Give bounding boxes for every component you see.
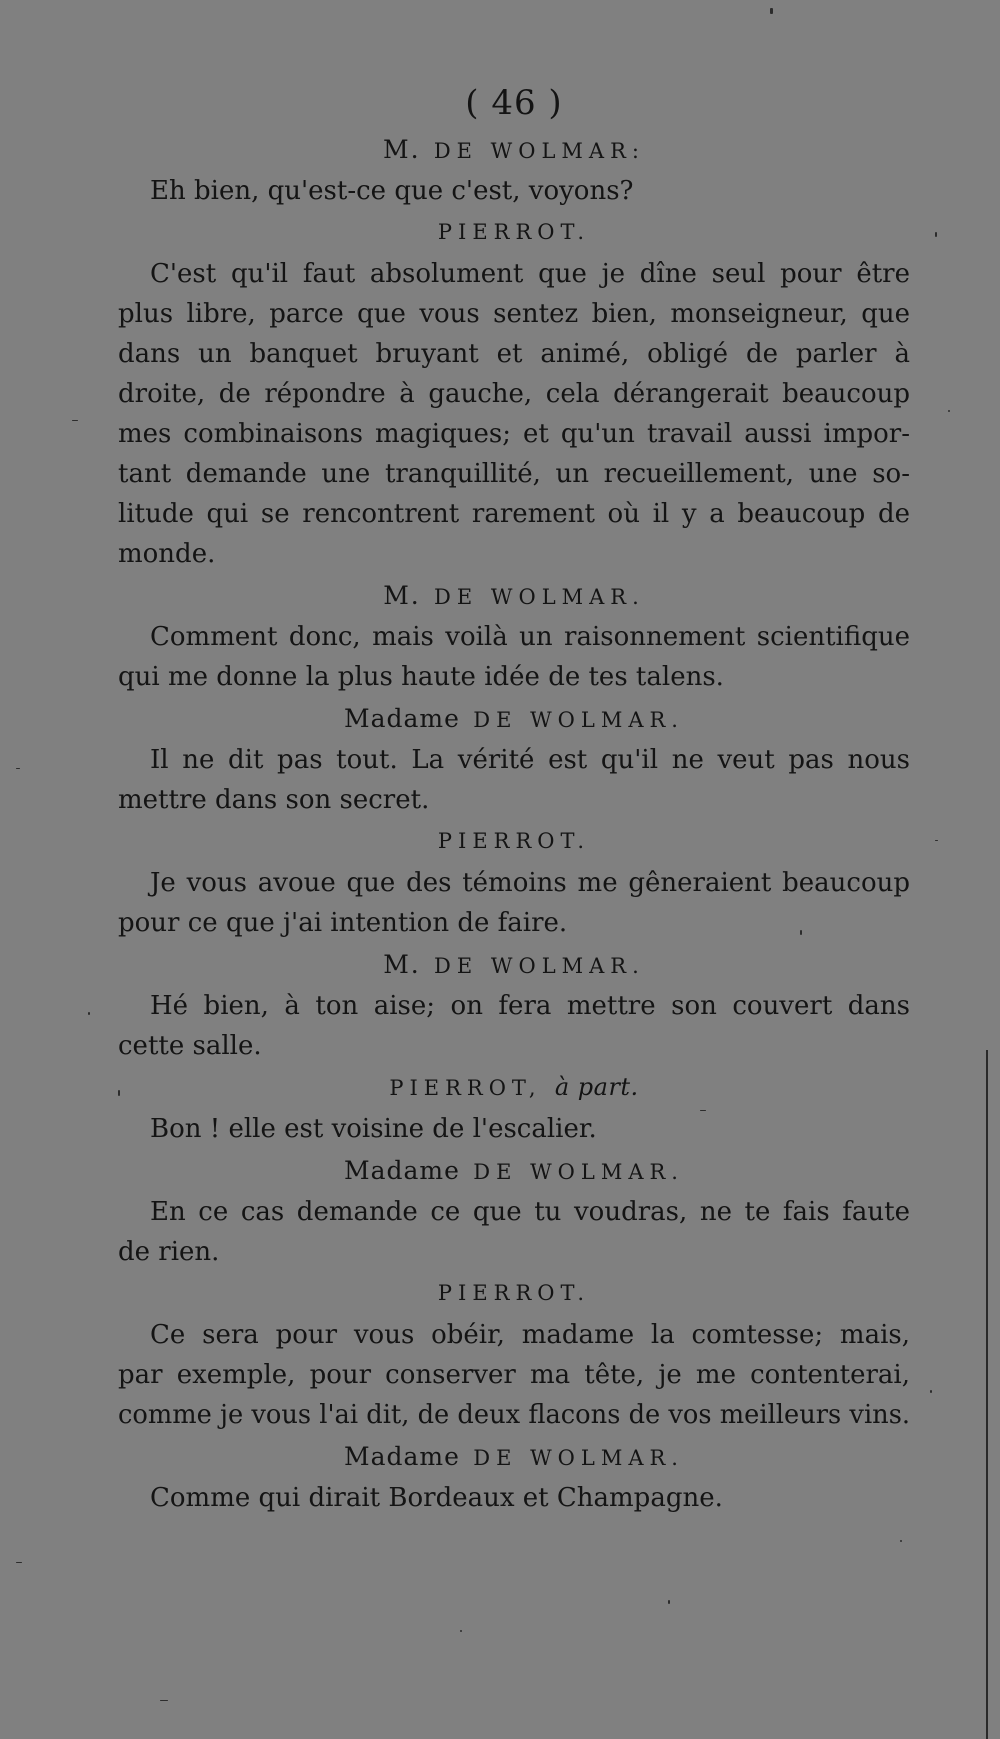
speech-line: pour ce que j'ai intention de faire. xyxy=(118,908,568,938)
speech-line: de rien. xyxy=(118,1237,220,1267)
scan-speck xyxy=(118,1090,120,1096)
page-number: ( 46 ) xyxy=(465,83,563,123)
speech-paragraph xyxy=(118,1315,910,1435)
speaker-heading xyxy=(118,1272,910,1315)
speaker-heading xyxy=(118,1066,910,1109)
speaker-prefix: Madame xyxy=(344,704,460,733)
scan-speck xyxy=(16,1562,22,1563)
speaker-heading xyxy=(118,820,910,863)
page-edge-shadow xyxy=(986,1050,988,1739)
speech-line: droite, de répondre à gauche, cela dérangerait beaucoup xyxy=(118,379,910,409)
speaker-name: PIERROT. xyxy=(437,1281,591,1305)
speaker-name: PIERROT, xyxy=(389,1076,542,1100)
speaker-name: PIERROT. xyxy=(437,829,591,853)
scan-speck xyxy=(930,1390,932,1393)
speaker-prefix: M. xyxy=(382,135,421,164)
speaker-heading xyxy=(118,211,910,254)
speech-line: En ce cas demande ce que tu voudras, ne te fais faute xyxy=(150,1197,910,1227)
speech-line: tant demande une tranquillité, un recueillement, une so- xyxy=(118,459,910,489)
speech-line: mes combinaisons magiques; et qu'un travail aussi impor- xyxy=(118,419,910,449)
scan-speck xyxy=(948,410,950,412)
scan-speck xyxy=(800,930,802,935)
speech-line: Bon ! elle est voisine de l'escalier. xyxy=(150,1114,597,1144)
speech-line: comme je vous l'ai dit, de deux flacons de vos meilleurs vins. xyxy=(118,1400,911,1430)
speech-line: Ce sera pour vous obéir, madame la comtesse; mais, xyxy=(150,1320,910,1350)
speech-line: C'est qu'il faut absolument que je dîne seul pour être xyxy=(150,259,910,289)
speech-line: Comme qui dirait Bordeaux et Champagne. xyxy=(150,1483,723,1513)
speaker-heading xyxy=(118,943,910,986)
speech-line: monde. xyxy=(118,539,216,569)
speech-line: Hé bien, à ton aise; on fera mettre son couvert dans xyxy=(150,991,910,1021)
speaker-heading xyxy=(118,1149,910,1192)
speech-paragraph xyxy=(118,171,910,211)
speaker-prefix: Madame xyxy=(344,1442,460,1471)
speech-line: plus libre, parce que vous sentez bien, monseigneur, que xyxy=(118,299,910,329)
speaker-heading xyxy=(118,1435,910,1478)
speaker-prefix: Madame xyxy=(344,1156,460,1185)
scan-speck xyxy=(935,840,938,841)
page-content xyxy=(118,78,910,1518)
speech-line: Eh bien, qu'est-ce que c'est, voyons? xyxy=(150,176,634,206)
speaker-prefix: M. xyxy=(383,581,421,610)
speech-line: Je vous avoue que des témoins me gêneraient beaucoup xyxy=(150,868,910,898)
scan-speck xyxy=(900,1540,902,1542)
dialogue-text xyxy=(118,128,910,1518)
scan-speck xyxy=(72,420,78,421)
speech-paragraph xyxy=(118,254,910,574)
stage-direction: à part. xyxy=(554,1073,639,1101)
speaker-heading xyxy=(118,128,910,171)
speech-paragraph xyxy=(118,986,910,1066)
scan-speck xyxy=(460,1630,462,1632)
speaker-name: DE WOLMAR. xyxy=(434,954,645,978)
scan-speck xyxy=(700,1110,706,1111)
scan-speck xyxy=(668,1600,670,1604)
speaker-name: PIERROT. xyxy=(437,220,591,244)
speaker-name: DE WOLMAR. xyxy=(434,585,645,609)
speech-line: Comment donc, mais voilà un raisonnement scientifique xyxy=(150,622,910,652)
speaker-name: DE WOLMAR. xyxy=(473,708,684,732)
speaker-name: DE WOLMAR: xyxy=(433,139,645,163)
speech-paragraph xyxy=(118,617,910,697)
speaker-name: DE WOLMAR. xyxy=(473,1160,684,1184)
speaker-name: DE WOLMAR. xyxy=(473,1446,684,1470)
speaker-heading xyxy=(118,574,910,617)
speech-line: cette salle. xyxy=(118,1031,262,1061)
speech-line: litude qui se rencontrent rarement où il y a beaucoup de xyxy=(118,499,910,529)
speech-line: par exemple, pour conserver ma tête, je me contenterai, xyxy=(118,1360,910,1390)
scan-speck xyxy=(16,768,20,769)
speaker-heading xyxy=(118,697,910,740)
speech-paragraph xyxy=(118,863,910,943)
speaker-prefix: M. xyxy=(383,950,421,979)
scan-speck xyxy=(160,1700,168,1701)
speech-paragraph xyxy=(118,1109,910,1149)
scan-speck xyxy=(935,232,937,237)
speech-paragraph xyxy=(118,1478,910,1518)
scan-speck xyxy=(88,1012,90,1015)
speech-line: mettre dans son secret. xyxy=(118,785,430,815)
speech-line: dans un banquet bruyant et animé, obligé de parler à xyxy=(118,339,910,369)
scan-speck xyxy=(770,8,773,14)
speech-line: qui me donne la plus haute idée de tes talens. xyxy=(118,662,724,692)
speech-paragraph xyxy=(118,1192,910,1272)
speech-line: Il ne dit pas tout. La vérité est qu'il ne veut pas nous xyxy=(150,745,910,775)
speech-paragraph xyxy=(118,740,910,820)
